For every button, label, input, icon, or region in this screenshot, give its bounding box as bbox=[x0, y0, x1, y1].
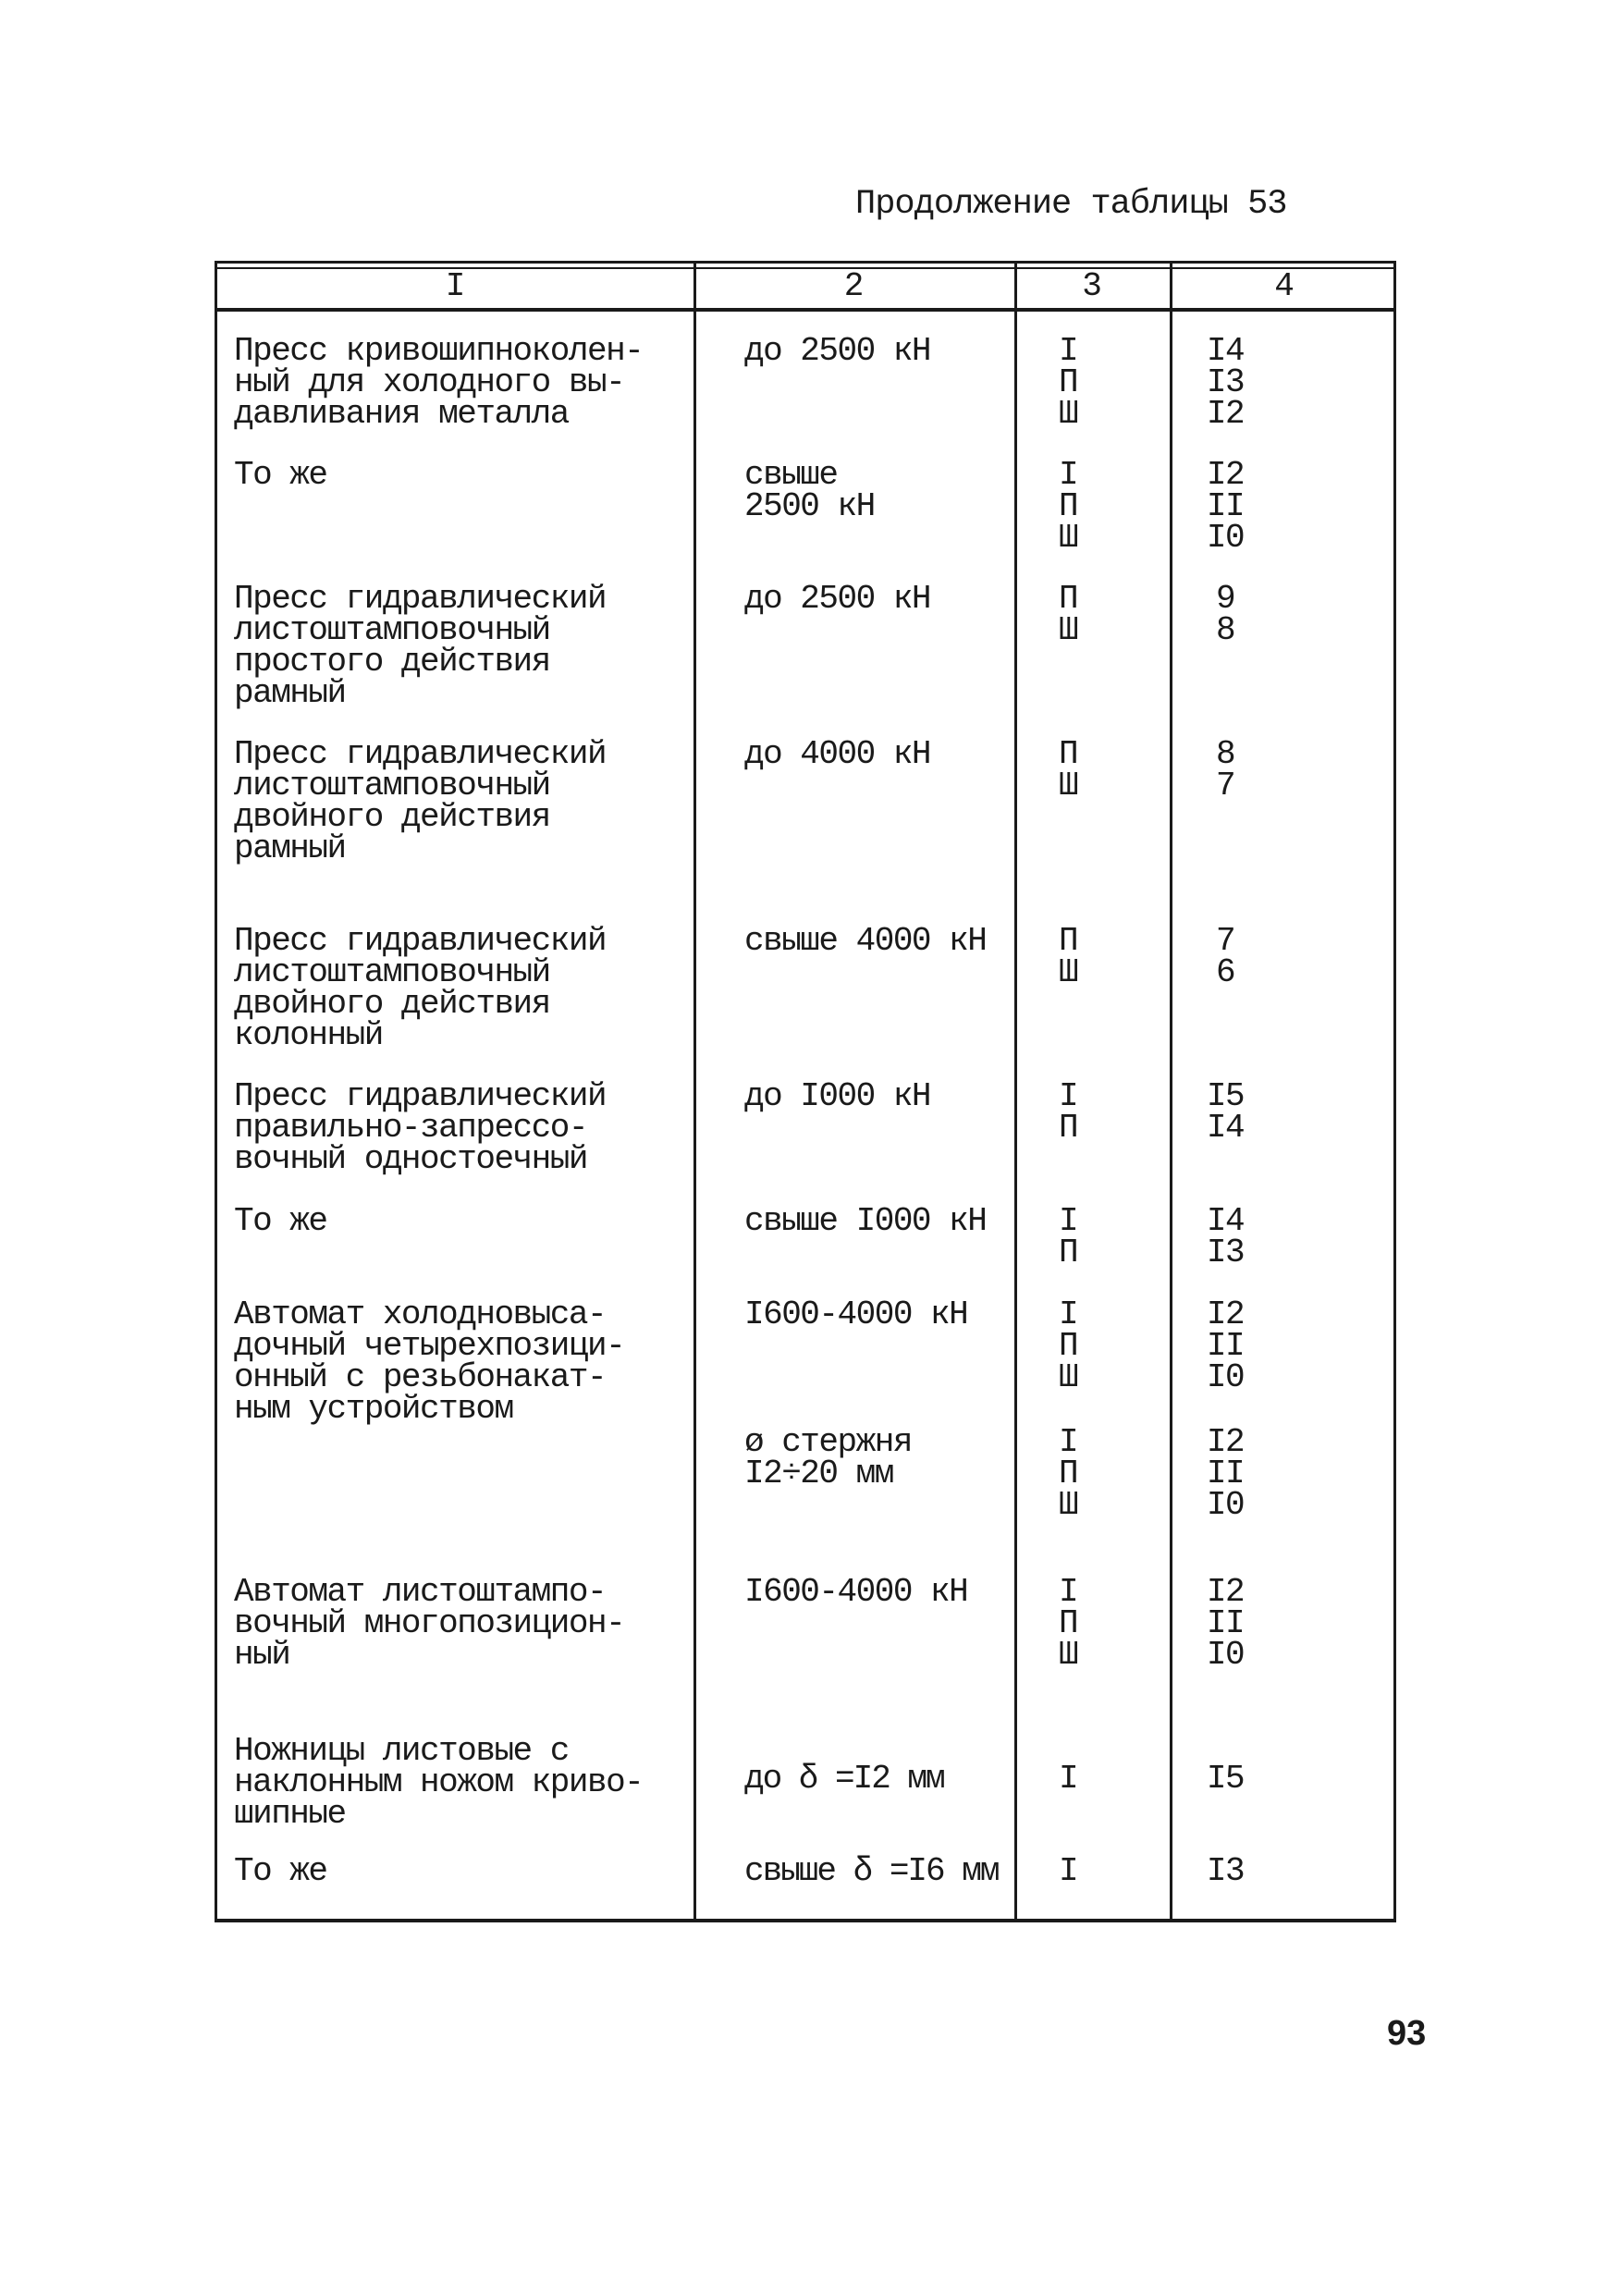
row-name: Пресс гидравлический листоштамповочный двойного действия колонный bbox=[234, 922, 607, 1054]
row-group: I П Ш bbox=[1058, 332, 1078, 433]
row-group: П Ш bbox=[1058, 580, 1078, 649]
column-header-4: 4 bbox=[1274, 267, 1295, 305]
row-name: Автомат листоштампо- вочный многопозицион- ный bbox=[234, 1573, 625, 1674]
column-header-3: 3 bbox=[1082, 267, 1102, 305]
row-value: I2 II I0 bbox=[1206, 1573, 1245, 1674]
row-value: 8 7 bbox=[1215, 735, 1235, 804]
table-caption: Продолжение таблицы 53 bbox=[855, 185, 1287, 224]
row-name: Пресс гидравлический правильно-запрессо- вочный одностоечный bbox=[234, 1077, 607, 1178]
row-value: I4 I3 I2 bbox=[1206, 332, 1245, 433]
row-capacity: до 2500 кН bbox=[744, 580, 931, 618]
header-rule bbox=[217, 308, 1393, 312]
row-capacity: до 4000 кН bbox=[744, 735, 931, 773]
row-capacity: до I000 кН bbox=[744, 1077, 931, 1115]
row-capacity: свыше δ =I6 мм bbox=[744, 1852, 999, 1890]
row-group: П Ш bbox=[1058, 922, 1078, 991]
row-value: I2 II I0 bbox=[1206, 456, 1245, 557]
row-value: I3 bbox=[1206, 1852, 1245, 1890]
data-table bbox=[215, 261, 1396, 1922]
row-name: То же bbox=[234, 1852, 327, 1890]
row-value: I5 bbox=[1206, 1760, 1245, 1798]
row-name: Автомат холодновыса- дочный четырехпозици- онный с резьбонакат- ным устройством bbox=[234, 1295, 625, 1428]
row-group: I П bbox=[1058, 1202, 1078, 1271]
row-group: П Ш bbox=[1058, 735, 1078, 804]
row-value: 9 8 bbox=[1215, 580, 1235, 649]
row-capacity: свыше I000 кН bbox=[744, 1202, 987, 1240]
row-group: I П Ш bbox=[1058, 456, 1078, 557]
column-divider bbox=[1014, 264, 1017, 1919]
column-divider bbox=[693, 264, 696, 1919]
row-capacity: до δ =I2 мм bbox=[744, 1760, 944, 1798]
row-capacity: ø стержня I2÷20 мм bbox=[744, 1423, 912, 1492]
row-name: То же bbox=[234, 456, 327, 494]
row-capacity: I600-4000 кН bbox=[744, 1573, 968, 1611]
row-group: I П Ш bbox=[1058, 1423, 1078, 1524]
column-header-2: 2 bbox=[843, 267, 865, 305]
row-group: I bbox=[1058, 1852, 1078, 1890]
row-value: I2 II I0 bbox=[1206, 1423, 1245, 1524]
row-value: I5 I4 bbox=[1206, 1077, 1245, 1147]
row-group: I П bbox=[1058, 1077, 1078, 1147]
row-group: I П Ш bbox=[1058, 1295, 1078, 1396]
row-value: I4 I3 bbox=[1206, 1202, 1245, 1271]
row-name: Пресс кривошипноколен- ный для холодного вы- давливания металла bbox=[234, 332, 644, 433]
row-group: I П Ш bbox=[1058, 1573, 1078, 1674]
row-name: Пресс гидравлический листоштамповочный простого действия рамный bbox=[234, 580, 607, 712]
row-capacity: до 2500 кН bbox=[744, 332, 931, 370]
row-value: I2 II I0 bbox=[1206, 1295, 1245, 1396]
column-divider bbox=[1170, 264, 1172, 1919]
row-capacity: I600-4000 кН bbox=[744, 1295, 968, 1333]
row-capacity: свыше 4000 кН bbox=[744, 922, 987, 960]
row-name: Пресс гидравлический листоштамповочный двойного действия рамный bbox=[234, 735, 607, 867]
row-value: 7 6 bbox=[1215, 922, 1235, 991]
row-name: Ножницы листовые с наклонным ножом криво- шипные bbox=[234, 1732, 644, 1833]
row-capacity: свыше 2500 кН bbox=[744, 456, 875, 525]
row-group: I bbox=[1058, 1760, 1078, 1798]
row-name: То же bbox=[234, 1202, 327, 1240]
page-number: 93 bbox=[1387, 2014, 1427, 2053]
column-header-1: I bbox=[445, 267, 466, 305]
